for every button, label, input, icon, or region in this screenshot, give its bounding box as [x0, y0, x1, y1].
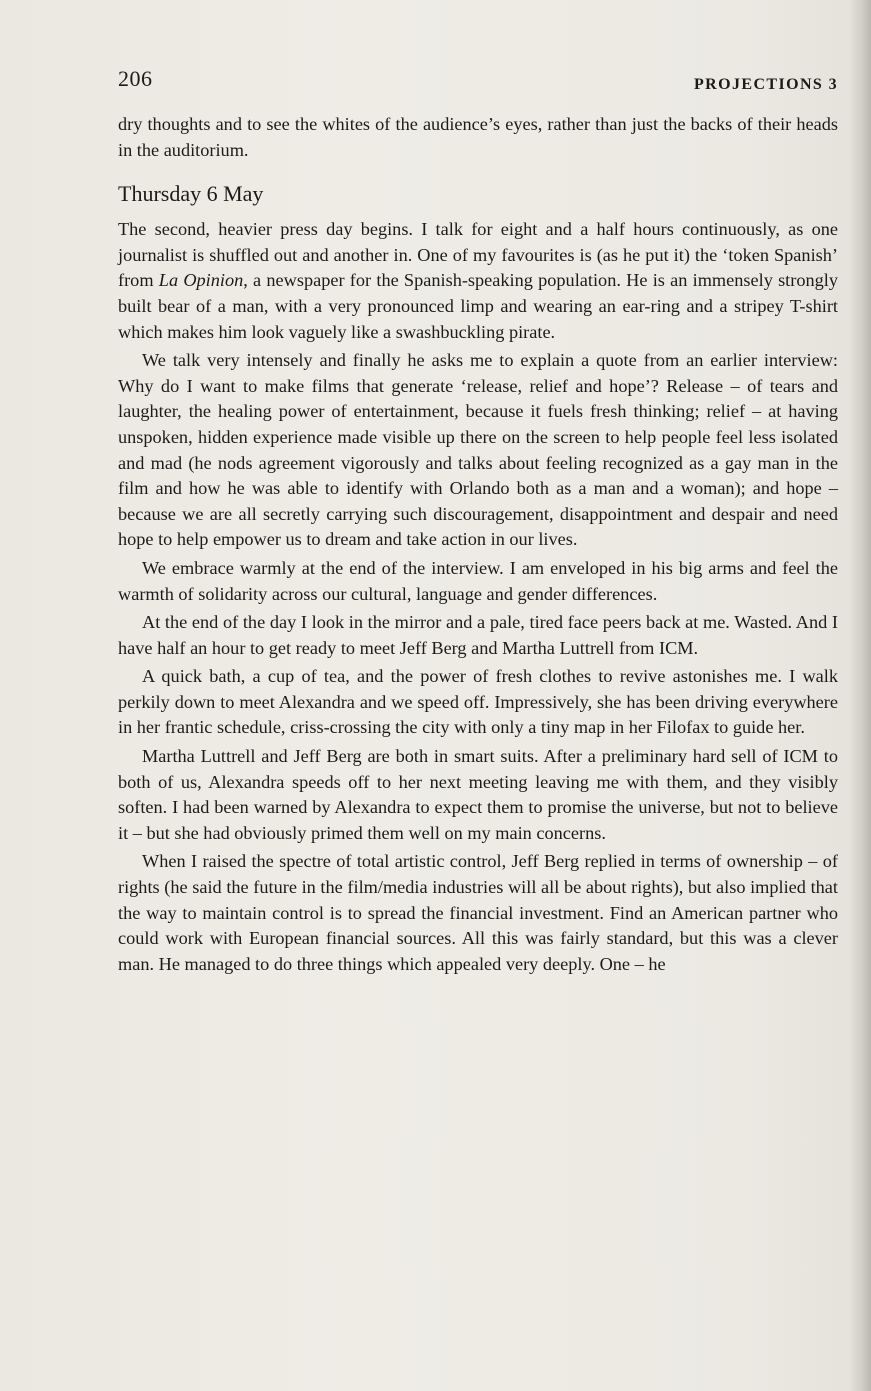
- paragraph-smart-suits: Martha Luttrell and Jeff Berg are both in smart suits. After a preliminary hard sell of ICM to both of us, Alexandra speeds off to her next meeting leaving me with them, and they visibly soften. I had been warned by Alexandra to expect them to promise the universe, but not to believe it – but she had obviously primed them well on my main concerns.: [118, 746, 838, 843]
- paragraph-artistic-control: When I raised the spectre of total artistic control, Jeff Berg replied in terms of ownership – of rights (he said the future in the film/media industries will all be about rights), but also implied that the way to maintain control is to spread the financial investment. Find an American partner who could work with European financial sources. All this was fairly standard, but this was a clever man. He managed to do three things which appealed very deeply. One – he: [118, 851, 838, 974]
- body-text: [118, 112, 838, 977]
- paragraph-press-day-text-b: , a newspaper for the Spanish-speaking population. He is an immensely strongly built bear of a man, with a very pronounced limp and wearing an ear-ring and a stripey T-shirt which makes him look vaguely like a swashbuckling pirate.: [118, 270, 838, 342]
- running-head: PROJECTIONS 3: [694, 76, 838, 93]
- paragraph-continued: dry thoughts and to see the whites of the audience’s eyes, rather than just the backs of their heads in the auditorium.: [118, 114, 838, 160]
- page-number: 206: [118, 66, 153, 91]
- paragraph-press-day: [118, 217, 838, 345]
- paragraph-press-day-text-a: The second, heavier press day begins. I talk for eight and a half hours continuously, as one journalist is shuffled out and another in. One of my favourites is (as he put it) the ‘token Spanish’ from: [118, 219, 838, 291]
- paragraph-release-relief-hope: We talk very intensely and finally he asks me to explain a quote from an earlier interview: Why do I want to make films that generate ‘release, relief and hope’? Release – of tears and laughter, the healing power of entertainment, because it fuels fresh thinking; relief – at having unspoken, hidden experience made visible up there on the screen to help people feel less isolated and mad (he nods agreement vigorously and talks about feeling recognized as a gay man in the film and how he was able to identify with Orlando both as a man and a woman); and hope – because we are all secretly carrying such discouragement, disappointment and despair and need hope to help empower us to dream and take action in our lives.: [118, 350, 838, 550]
- paragraph-quick-bath: A quick bath, a cup of tea, and the power of fresh clothes to revive astonishes me. I walk perkily down to meet Alexandra and we speed off. Impressively, she has been driving everywhere in her frantic schedule, criss-crossing the city with only a tiny map in her Filofax to guide her.: [118, 666, 838, 738]
- newspaper-title: La Opinion: [158, 270, 244, 291]
- page-edge-shadow: [849, 0, 871, 1391]
- page-header: [118, 66, 838, 96]
- paragraph-embrace: We embrace warmly at the end of the interview. I am enveloped in his big arms and feel the warmth of solidarity across our cultural, language and gender differences.: [118, 557, 838, 604]
- paragraph-mirror: At the end of the day I look in the mirror and a pale, tired face peers back at me. Wasted. And I have half an hour to get ready to meet Jeff Berg and Martha Luttrell from ICM.: [118, 612, 838, 658]
- section-heading: Thursday 6 May: [118, 181, 264, 207]
